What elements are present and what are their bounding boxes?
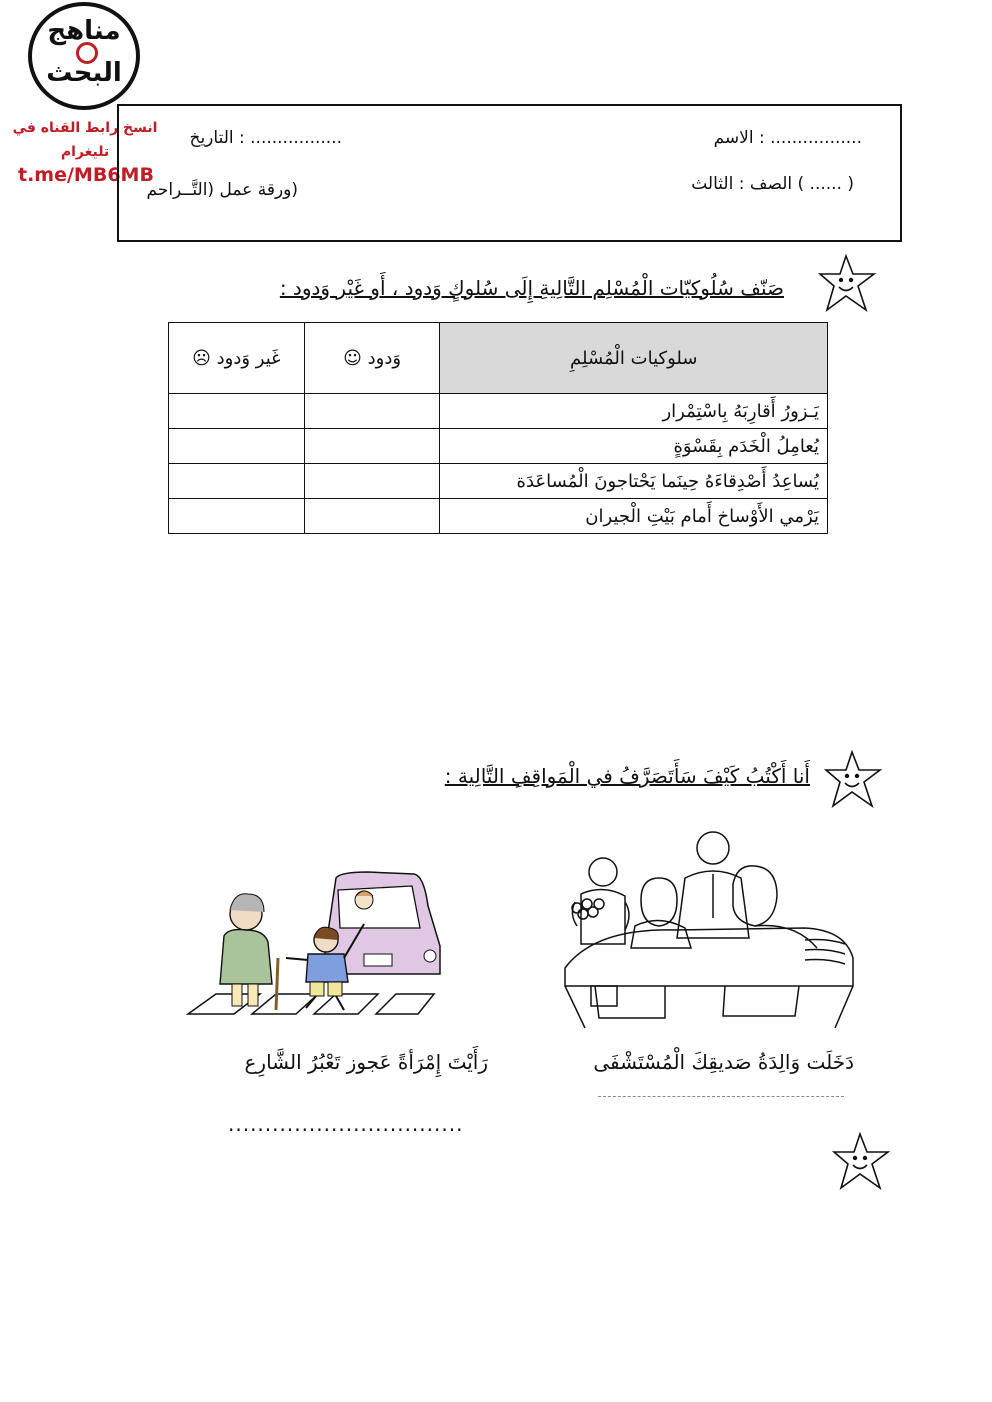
logo-text-top: مناهج	[47, 16, 121, 46]
logo-text-bottom: البحث	[46, 58, 122, 88]
table-row	[169, 499, 828, 534]
behaviors-table	[168, 322, 828, 534]
name-field: ................. : الاسم	[713, 128, 862, 148]
worksheet-title: (ورقة عمل (التَّــراحم	[146, 180, 298, 200]
promo-text-2: تليغرام	[60, 144, 110, 160]
hospital-illustration	[555, 818, 861, 1040]
table-row	[169, 394, 828, 429]
star-icon	[824, 748, 884, 814]
friendly-answer-cell[interactable]	[304, 499, 440, 534]
unfriendly-answer-cell[interactable]	[169, 394, 305, 429]
promo-text: انسخ رابط القناه في	[12, 120, 158, 136]
answer-line-crossing[interactable]: ................................	[228, 1112, 464, 1136]
promo-link[interactable]: t.me/MB6MB	[18, 164, 154, 186]
star-icon	[818, 252, 878, 318]
col-behaviors-header: سلوكيات الْمُسْلِمِ	[440, 323, 828, 394]
crosswalk-illustration	[168, 866, 452, 1026]
table-row	[169, 429, 828, 464]
star-icon	[832, 1130, 892, 1196]
unfriendly-answer-cell[interactable]	[169, 464, 305, 499]
col-friendly-header: وَدود ☺	[304, 323, 440, 394]
situation-caption-crossing: رَأَيْتَ إِمْرَأةً عَجوز تَعْبُرُ الشَّارِع	[244, 1050, 488, 1074]
table-header-row	[169, 323, 828, 394]
friendly-answer-cell[interactable]	[304, 429, 440, 464]
situation-caption-hospital: دَخَلَت وَالِدَةُ صَديقِكَ الْمُسْتَشْفَى	[593, 1050, 854, 1074]
date-field: ................. : التاريخ	[189, 128, 342, 148]
table-row	[169, 464, 828, 499]
friendly-answer-cell[interactable]	[304, 464, 440, 499]
behavior-cell: يُعامِلُ الْخَدَم بِقَسْوَةٍ	[440, 429, 828, 464]
unfriendly-answer-cell[interactable]	[169, 499, 305, 534]
section-2-title: أَنا أَكْتُبُ كَيْفَ سَأَتَصَرَّفُ في الْمَواقِفِ التَّالِية :	[444, 764, 810, 788]
behavior-cell: يَرْمي الأَوْساخ أَمام بَيْتِ الْجيران	[440, 499, 828, 534]
behavior-cell: يُساعِدُ أَصْدِقاءَهُ حِينَما يَحْتاجونَ الْمُساعَدَة	[440, 464, 828, 499]
grade-field: ( ...... ) الصف : الثالث	[691, 174, 854, 194]
behavior-cell: يَـزورُ أَقارِبَهُ بِاسْتِمْرار	[440, 394, 828, 429]
unfriendly-answer-cell[interactable]	[169, 429, 305, 464]
student-info-box	[117, 104, 902, 242]
col-unfriendly-header: غَير وَدود ☹	[169, 323, 305, 394]
section-1-title: صَنّف سُلُوكيّات الْمُسْلِم التَّالِيةِ إِلَى سُلوكٍ وَدود ، أَو غَيْر وَدود :	[279, 276, 784, 300]
friendly-answer-cell[interactable]	[304, 394, 440, 429]
channel-logo	[28, 2, 140, 110]
answer-line-hospital[interactable]	[598, 1096, 844, 1097]
